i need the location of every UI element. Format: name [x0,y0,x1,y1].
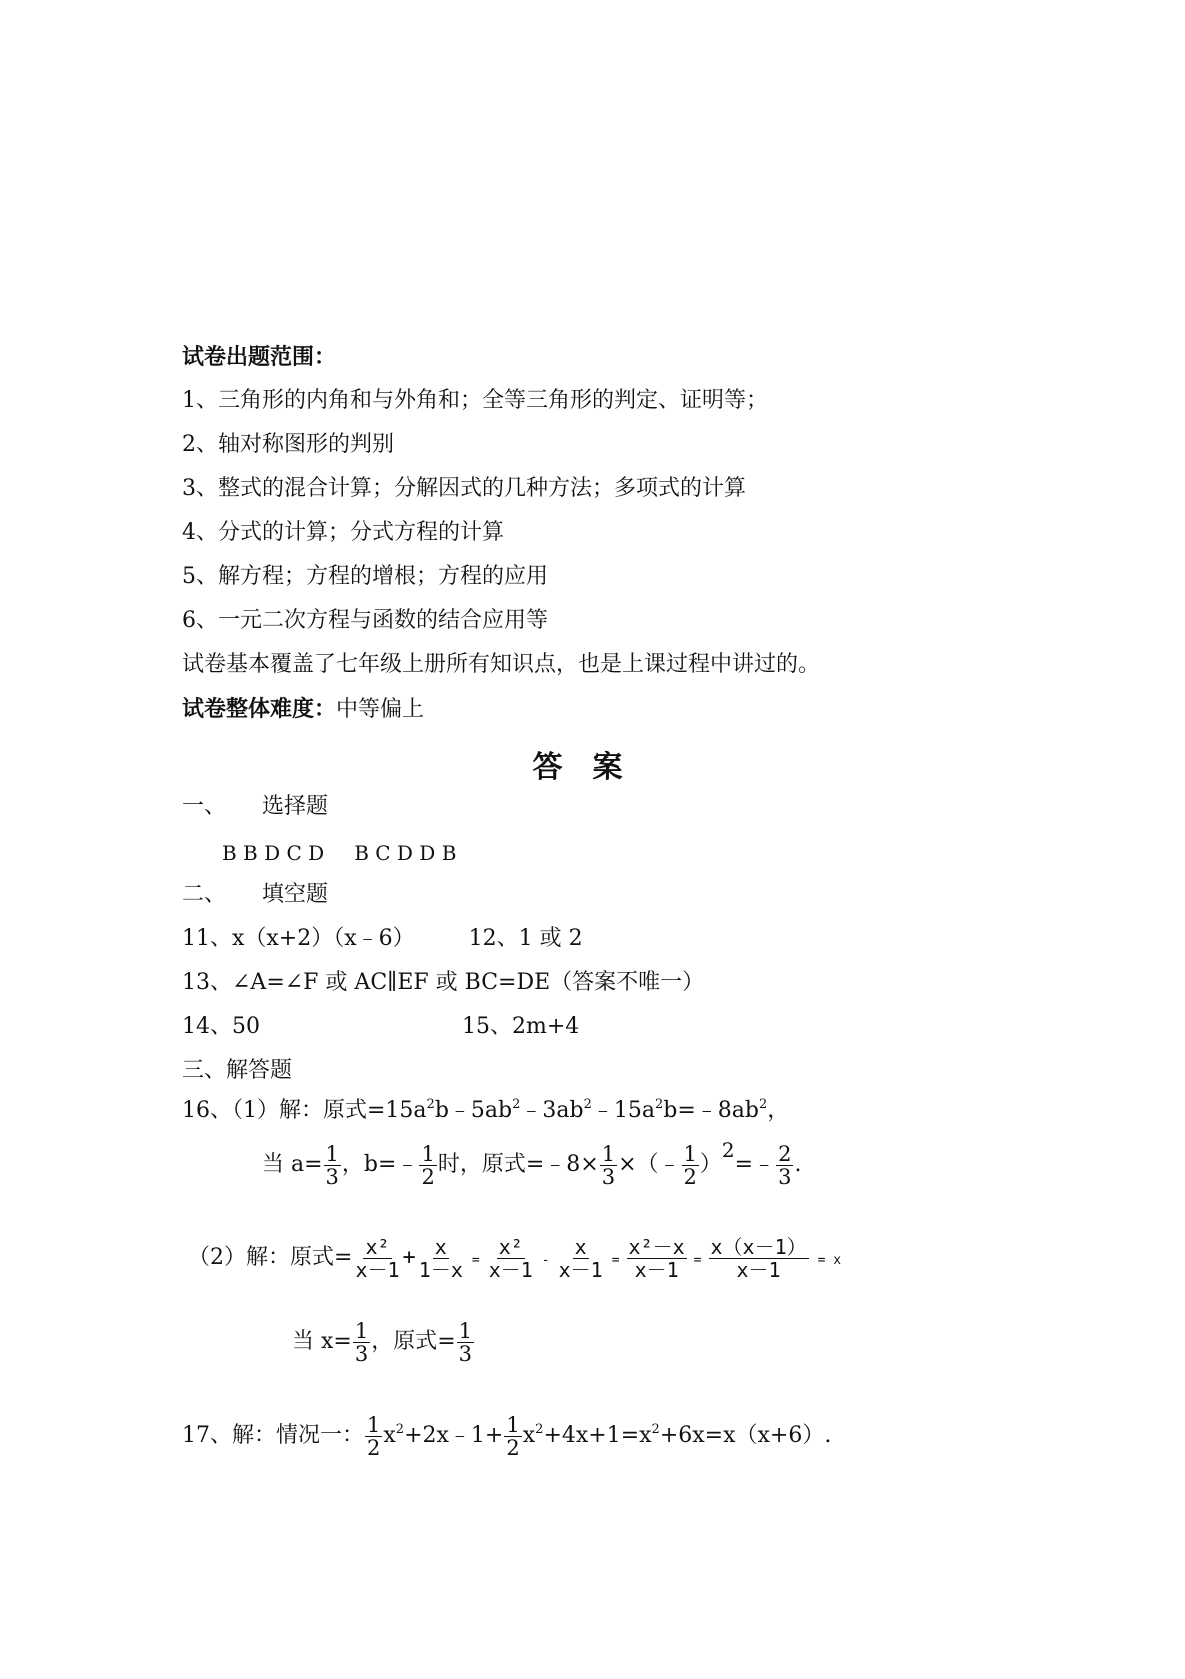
expr-part: b﹣5ab [434,1098,513,1123]
denominator: x－1 [558,1257,603,1282]
operator: + [402,1245,416,1270]
numerator: 1 [458,1318,473,1343]
numerator: 2 [778,1141,792,1166]
denominator: 2 [421,1164,435,1189]
answer-16-2-expression [188,1232,847,1287]
denominator: 3 [458,1341,473,1366]
denominator: 3 [325,1164,339,1189]
denominator: x－1 [488,1257,533,1282]
section-3-heading: 三、解答题 [182,1058,293,1083]
fraction-one-half [682,1143,699,1188]
fraction [487,1236,535,1281]
expr-part: 当 a= [262,1152,323,1177]
section-1-name: 选择题 [262,794,329,819]
numerator: x² [498,1234,523,1259]
difficulty-line [182,694,424,725]
mc-answers [222,838,456,868]
numerator: 1 [421,1141,435,1166]
denominator: 3 [601,1164,616,1189]
expr-part: x [522,1423,536,1448]
exponent: 2 [651,1422,660,1437]
expr-part: . [794,1152,802,1177]
denominator: 2 [367,1435,381,1460]
scope-item-5: 5、解方程；方程的增根；方程的应用 [182,564,548,589]
answer-12: 12、1 或 2 [468,926,583,951]
exponent: 2 [426,1097,435,1112]
answer-17-expression [182,1412,831,1460]
expr-part: +4x+1=x [543,1423,652,1448]
section-2-heading [182,880,328,910]
denominator: x－1 [736,1257,781,1282]
fraction-one-half [365,1414,382,1459]
answer-16-1-expression [182,1096,789,1126]
answers-title: 答案 [532,750,653,785]
scope-item-6: 6、一元二次方程与函数的结合应用等 [182,608,548,633]
answer-16-2-substitution [292,1318,475,1366]
expr-part: +6x=x（x+6）. [659,1423,832,1448]
numerator: 1 [506,1412,520,1437]
numerator: x²－x [628,1234,685,1259]
denominator: 1－x [418,1257,463,1282]
exponent: 2 [535,1422,544,1437]
exponent: 2 [759,1097,768,1112]
section-2-name: 填空题 [262,882,329,907]
numerator: x [434,1234,447,1259]
expr-part: ×（﹣ [618,1152,681,1177]
numerator: x（x－1） [710,1234,807,1259]
fraction [557,1236,605,1281]
expr-part: 当 x= [292,1329,352,1354]
expr-part: ，原式= [371,1329,456,1354]
expr-part: 17、解：情况一： [182,1423,364,1448]
fraction-one-third [600,1143,617,1188]
numerator: 1 [601,1141,616,1166]
denominator: x－1 [634,1257,679,1282]
numerator: 1 [325,1141,339,1166]
numerator: x² [365,1234,390,1259]
fraction-one-third [324,1143,341,1188]
exponent: 2 [583,1097,592,1112]
denominator: 2 [683,1164,697,1189]
answer-13: 13、∠A=∠F 或 AC∥EF 或 BC=DE（答案不唯一） [182,970,705,995]
fraction [627,1236,687,1281]
answer-16-1-substitution [262,1140,801,1189]
difficulty-label: 试卷整体难度： [182,696,337,722]
scope-item-3: 3、整式的混合计算；分解因式的几种方法；多项式的计算 [182,476,746,501]
scope-item-2: 2、轴对称图形的判别 [182,432,394,457]
expr-part: =﹣ [734,1152,776,1177]
difficulty-value: 中等偏上 [336,697,425,722]
expr-part: ﹣3ab [520,1098,584,1123]
fraction [417,1236,465,1281]
scope-item-1: 1、三角形的内角和与外角和；全等三角形的判定、证明等； [182,388,768,413]
expr-part: +2x﹣1+ [404,1423,504,1448]
denominator: 2 [506,1435,520,1460]
numerator: 1 [367,1412,381,1437]
operator: = [693,1253,702,1268]
fraction-one-half [504,1414,521,1459]
exponent: 2 [655,1097,664,1112]
answer-row-14-15 [182,1012,579,1042]
exponent: 2 [395,1422,405,1437]
numerator: 1 [354,1318,369,1343]
answer-11: 11、x（x+2）（x﹣6） [182,926,415,951]
expr-part: ，b=﹣ [341,1152,419,1177]
fraction [709,1236,809,1281]
expr-part: ） [699,1152,722,1177]
answer-14: 14、50 [182,1014,260,1039]
denominator: x－1 [355,1257,400,1282]
numerator: 1 [683,1141,697,1166]
fraction-one-half [419,1143,436,1188]
expr-part: 16、（1）解：原式=15a [182,1098,427,1123]
result: = x [817,1253,842,1268]
coverage-text: 试卷基本覆盖了七年级上册所有知识点，也是上课过程中讲过的。 [182,652,821,677]
denominator: 3 [778,1164,792,1189]
mc-answers-group-1: B B D C D [222,841,325,865]
section-1-num: 一、 [182,794,227,819]
expr-part: ﹣15a [591,1098,655,1123]
fraction-one-third [457,1320,474,1365]
section-1-heading [182,792,328,822]
expr-part: （2）解：原式= [188,1245,353,1270]
section-2-num: 二、 [182,882,227,907]
numerator: x [574,1234,587,1259]
expr-part: b=﹣8ab [663,1098,759,1123]
denominator: 3 [354,1341,369,1366]
mc-answers-group-2: B C D D B [354,841,457,865]
answer-15: 15、2m+4 [462,1014,580,1039]
operator: = [611,1253,620,1268]
fraction [353,1236,401,1281]
answer-row-11-12 [182,924,583,954]
exponent: 2 [512,1097,521,1112]
expr-part: 时，原式=﹣8× [437,1152,599,1177]
operator: = [471,1253,480,1268]
expr-part: x [383,1423,396,1448]
operator: - [541,1253,550,1268]
expr-part: ， [767,1098,790,1123]
fraction-one-third [353,1320,370,1365]
scope-heading: 试卷出题范围： [182,344,337,370]
fraction-two-thirds [776,1143,793,1188]
exponent: 2 [721,1138,735,1162]
scope-item-4: 4、分式的计算；分式方程的计算 [182,520,504,545]
